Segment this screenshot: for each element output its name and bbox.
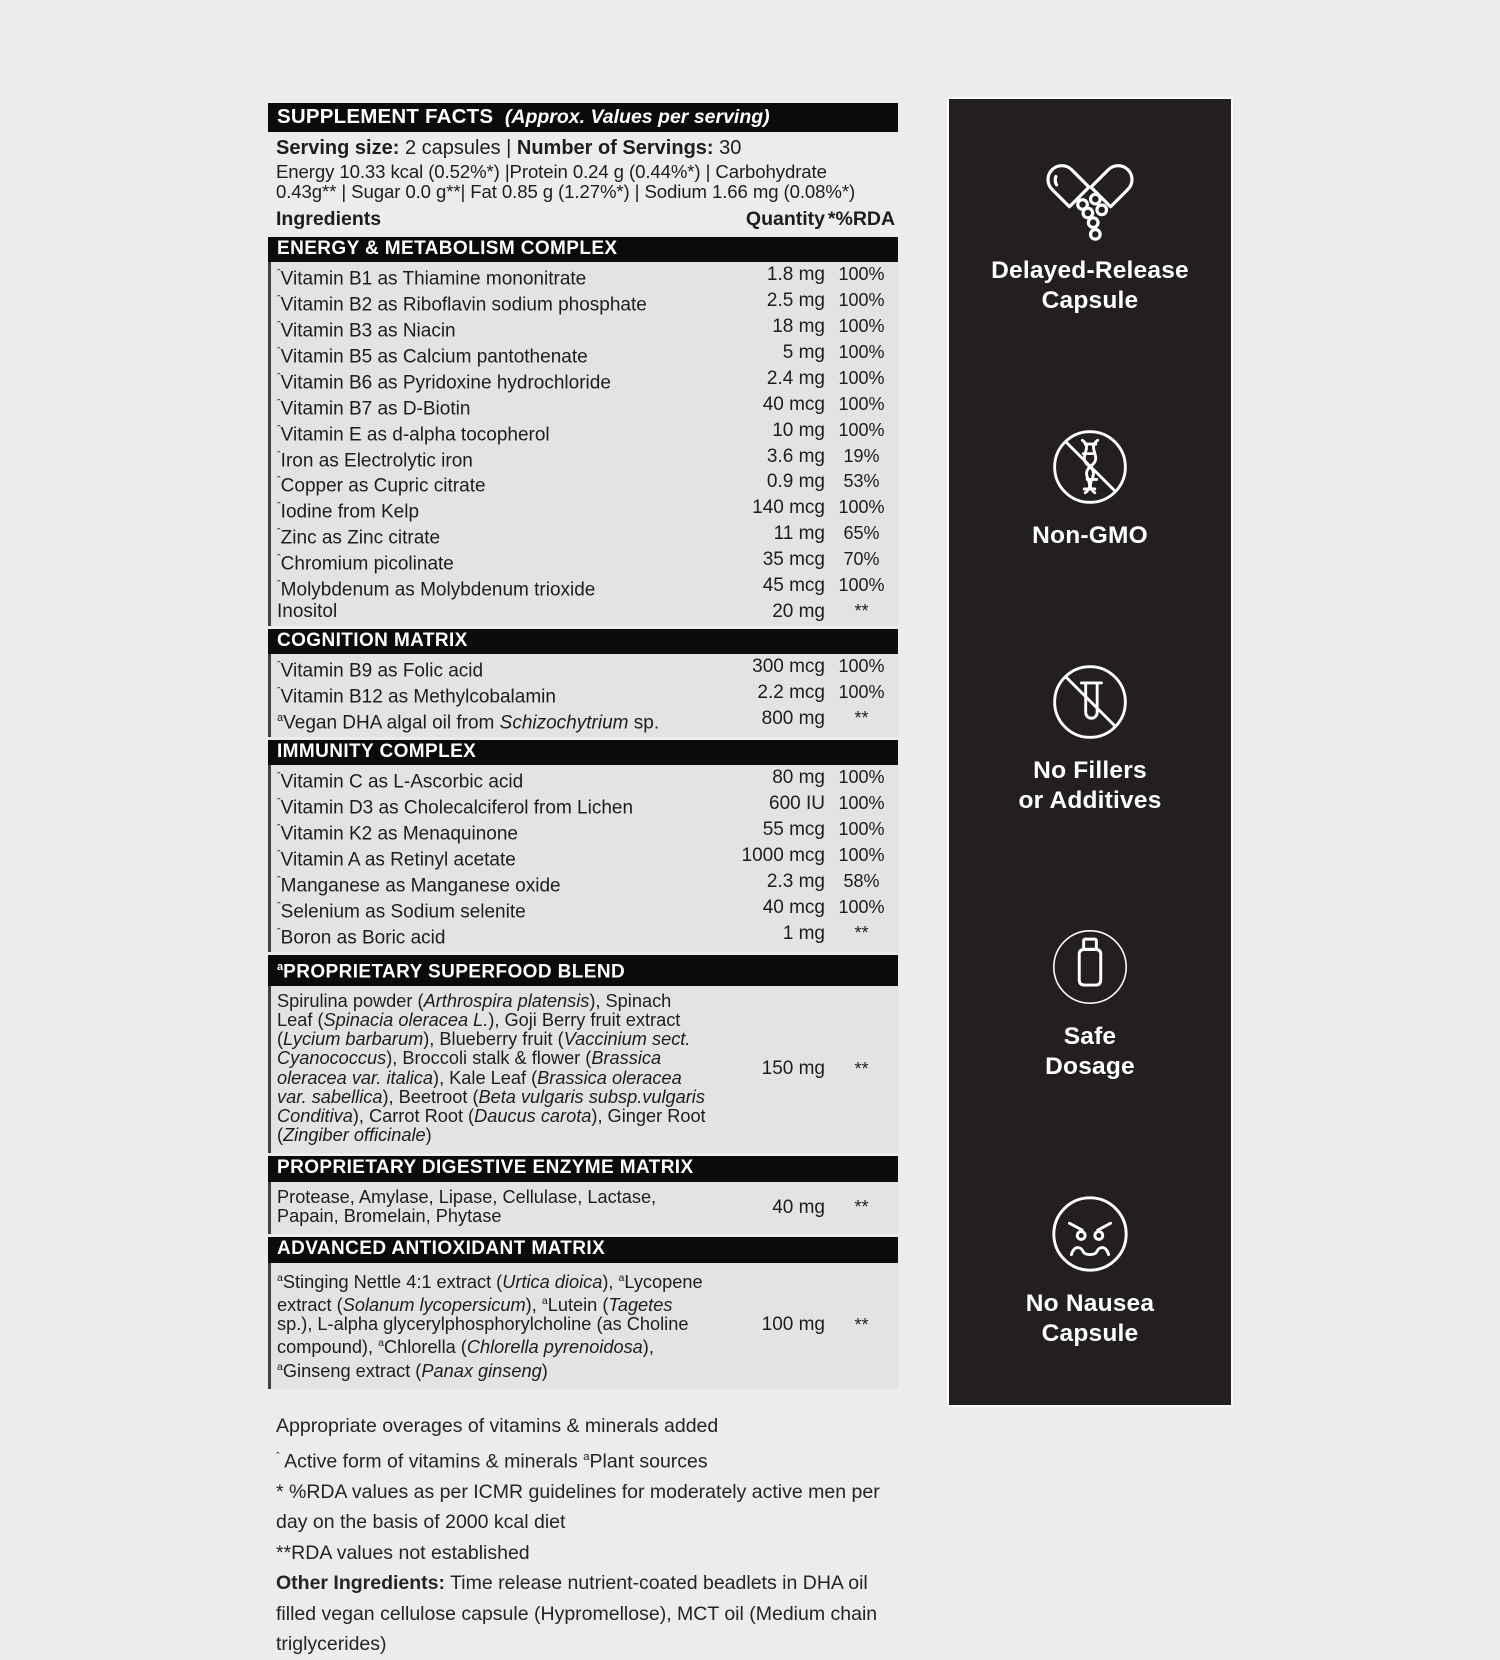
sections <box>268 237 898 1389</box>
table-row <box>271 845 898 871</box>
blend-quantity: 150 mg <box>761 1058 825 1080</box>
ingredient-quantity: 1.8 mg <box>766 264 825 286</box>
column-header-ingredients: Ingredients <box>276 207 382 230</box>
serving-size-value: 2 capsules | <box>399 137 517 159</box>
footnote-line <box>276 1568 898 1660</box>
text-segment: a <box>277 712 284 725</box>
text-segment: **RDA values not established <box>276 1541 530 1564</box>
table-row <box>271 368 898 394</box>
ingredient-name: $^ˆ$Vitamin C as L-Ascorbic acid <box>277 771 524 793</box>
badge-label <box>991 256 1189 316</box>
table-row <box>271 394 898 420</box>
ingredient-name: $^ˆ$Vitamin E as d-alpha tocopherol <box>277 423 550 445</box>
text-segment: Chlorella ( <box>383 1337 467 1358</box>
table-row <box>271 897 898 923</box>
text-segment: ), Spinach Leaf ( <box>277 990 672 1030</box>
text-segment: ), <box>525 1295 542 1316</box>
text-segment: ˆ <box>276 1450 280 1463</box>
ingredient-rda: 100% <box>838 264 885 285</box>
ingredient-quantity: 300 mcg <box>752 656 825 678</box>
table-row <box>271 708 898 734</box>
text-segment: Tagetes <box>608 1295 673 1316</box>
benefit-badge <box>1032 424 1148 551</box>
text-segment: a <box>277 960 284 973</box>
blend-quantity: 100 mg <box>761 1314 825 1336</box>
ingredient-rda: 58% <box>843 871 880 892</box>
ingredient-rda: 100% <box>838 393 885 414</box>
ingredient-name: $^ˆ$Iodine from Kelp <box>277 501 420 523</box>
table-row <box>271 682 898 708</box>
text-segment: Arthrospira platensis <box>423 990 590 1011</box>
badge-label <box>1045 1022 1135 1082</box>
text-segment: Chlorella pyrenoidosa <box>466 1337 643 1358</box>
table-row <box>271 290 898 316</box>
blend-ingredients <box>271 988 713 1151</box>
table-row <box>271 420 898 446</box>
no-nausea-icon <box>1046 1190 1134 1278</box>
text-segment: ˆ <box>277 527 281 540</box>
table-row <box>271 316 898 342</box>
table-row <box>271 656 898 682</box>
ingredient-name: $^ˆ$Vitamin B6 as Pyridoxine hydrochloride <box>277 371 611 394</box>
table-section <box>268 1237 898 1389</box>
page-title: SUPPLEMENT FACTS <box>277 105 494 128</box>
ingredient-quantity: 3.6 mg <box>766 445 825 467</box>
text-segment: ), Broccoli stalk & flower ( <box>386 1048 592 1069</box>
ingredient-name: $^ˆ$Vitamin B12 as Methylcobalamin <box>277 686 556 708</box>
text-segment: Other Ingredients: <box>276 1572 446 1595</box>
delayed-release-capsule-icon <box>1042 149 1138 245</box>
ingredient-name: $^ˆ$Vitamin B9 as Folic acid <box>277 660 484 682</box>
text-segment: Spirulina powder ( <box>277 990 424 1011</box>
text-segment: Spinacia oleracea L. <box>323 1009 489 1030</box>
benefit-badge <box>1018 659 1161 816</box>
blend-rda: ** <box>854 1058 869 1079</box>
section-header-bar: $^a$PROPRIETARY SUPERFOOD BLEND <box>268 955 898 986</box>
badge-label-line: Safe <box>1063 1023 1117 1051</box>
text-segment: ), Carrot Root ( <box>352 1105 475 1126</box>
text-segment: sp. <box>628 712 660 734</box>
ingredient-rda: 100% <box>838 767 885 788</box>
text-segment: Beta vulgaris subsp.vulgaris Conditiva <box>277 1086 705 1126</box>
ingredient-name: Inositol <box>277 601 338 623</box>
badge-label-line: No Fillers <box>1033 756 1147 784</box>
text-segment: ˆ <box>277 371 281 384</box>
section-header-bar: ADVANCED ANTIOXIDANT MATRIX <box>268 1237 898 1263</box>
ingredient-name: $^ˆ$Selenium as Sodium selenite <box>277 901 526 923</box>
table-section <box>268 740 898 952</box>
ingredient-name: $^ˆ$Zinc as Zinc citrate <box>277 527 441 549</box>
text-segment: * %RDA values as per ICMR guidelines for moderately active men per day on the basis of 2000 kcal diet <box>276 1480 880 1534</box>
text-segment: Protease, Amylase, Lipase, Cellulase, Lactase, Papain, Bromelain, Phytase <box>277 1186 657 1227</box>
ingredient-rda: ** <box>854 601 869 622</box>
text-segment: Lutein ( <box>547 1295 609 1316</box>
text-segment: Vaccinium sect. Cyanococcus <box>277 1029 691 1069</box>
blend-row <box>268 1263 898 1389</box>
blend-row <box>268 1182 898 1234</box>
table-column-headers <box>268 202 898 234</box>
text-segment: ˆ <box>277 771 281 784</box>
badge-label <box>1018 756 1161 816</box>
badge-label-line: Non-GMO <box>1032 521 1148 549</box>
section-rows <box>268 654 898 737</box>
text-segment: a <box>378 1337 384 1350</box>
text-segment: ˆ <box>277 553 281 566</box>
ingredient-quantity: 11 mg <box>773 523 825 545</box>
no-fillers-icon <box>1047 659 1133 745</box>
ingredient-rda: 53% <box>843 471 880 492</box>
text-segment: Ginseng extract ( <box>282 1360 422 1381</box>
badge-label-line: Capsule <box>1041 1320 1139 1347</box>
ingredient-quantity: 2.5 mg <box>766 290 825 312</box>
ingredient-rda: 100% <box>838 819 885 840</box>
ingredient-name: $^ˆ$Vitamin K2 as Menaquinone <box>277 823 518 845</box>
ingredient-name: $^ˆ$Chromium picolinate <box>277 553 454 575</box>
footnote-line <box>276 1442 898 1477</box>
benefit-badge <box>1026 1190 1154 1349</box>
table-row <box>271 575 898 601</box>
text-segment: ˆ <box>277 660 281 673</box>
nutrition-summary-line-2: 0.43g** | Sugar 0.0 g**| Fat 0.85 g (1.27%*) | Sodium 1.66 mg (0.08%*) <box>276 180 856 202</box>
ingredient-rda: 100% <box>838 656 885 677</box>
text-segment: Panax ginseng <box>421 1360 542 1381</box>
ingredient-quantity: 2.3 mg <box>766 871 825 893</box>
text-segment: a <box>277 1360 283 1373</box>
ingredient-quantity: 20 mg <box>772 601 825 623</box>
text-segment: ), Kale Leaf ( <box>433 1067 538 1088</box>
blend-row <box>268 986 898 1154</box>
serving-line <box>268 132 898 162</box>
table-row <box>271 871 898 897</box>
ingredient-name: $^ˆ$Copper as Cupric citrate <box>277 475 486 497</box>
text-segment: ˆ <box>277 268 281 281</box>
text-segment: ˆ <box>277 345 281 358</box>
section-header-bar: ENERGY & METABOLISM COMPLEX <box>268 237 898 263</box>
ingredient-rda: 100% <box>838 682 885 703</box>
table-row <box>271 264 898 290</box>
title-note: (Approx. Values per serving) <box>504 106 770 128</box>
footnote-line <box>276 1477 898 1538</box>
table-row <box>271 446 898 472</box>
ingredient-quantity: 0.9 mg <box>766 471 825 493</box>
text-segment: Daucus carota <box>474 1105 592 1126</box>
table-section <box>268 955 898 1153</box>
ingredient-rda: 100% <box>838 341 885 362</box>
table-row <box>271 471 898 497</box>
ingredient-quantity: 45 mcg <box>762 575 825 597</box>
ingredient-quantity: 80 mg <box>772 767 825 789</box>
ingredient-rda: ** <box>854 922 869 943</box>
blend-rda: ** <box>854 1314 869 1335</box>
section-rows <box>268 262 898 626</box>
section-header-bar: PROPRIETARY DIGESTIVE ENZYME MATRIX <box>268 1156 898 1182</box>
ingredient-quantity: 140 mcg <box>752 497 825 519</box>
ingredient-name: $^ˆ$Vitamin B7 as D-Biotin <box>277 397 471 420</box>
serving-size-label: Serving size: <box>276 137 400 159</box>
benefit-badge <box>1045 923 1135 1082</box>
text-segment: ) <box>425 1125 432 1146</box>
badge-label-line: Delayed-Release <box>991 257 1189 284</box>
ingredient-name: $^ˆ$Iron as Electrolytic iron <box>277 449 473 471</box>
ingredient-name: $^ˆ$Boron as Boric acid <box>277 926 446 949</box>
ingredient-quantity: 800 mg <box>761 708 825 730</box>
badge-label-line: No Nausea <box>1025 1290 1155 1317</box>
ingredient-rda: 100% <box>838 897 885 918</box>
section-header-bar: IMMUNITY COMPLEX <box>268 740 898 766</box>
text-segment: ˆ <box>277 475 281 488</box>
text-segment: ), Goji Berry fruit extract ( <box>277 1009 681 1050</box>
text-segment: ˆ <box>277 319 281 332</box>
text-segment: Lycopene extract ( <box>277 1271 703 1316</box>
nutrition-summary <box>268 162 898 202</box>
text-segment: ˆ <box>277 294 281 307</box>
ingredient-rda: 100% <box>838 290 885 311</box>
text-segment: sp.), L-alpha glycerylphosphorylcholine (as Choline compound), <box>277 1314 689 1358</box>
ingredient-name: $^ˆ$Vitamin B3 as Niacin <box>277 319 456 342</box>
table-section <box>268 1156 898 1234</box>
ingredient-name: $^ˆ$Vitamin B5 as Calcium pantothenate <box>277 345 588 368</box>
ingredient-name: $^ˆ$Vitamin A as Retinyl acetate <box>277 849 516 871</box>
ingredient-quantity: 10 mg <box>772 419 825 441</box>
ingredient-name: $^ˆ$Molybdenum as Molybdenum trioxide <box>277 579 596 601</box>
ingredient-name: $^ˆ$Vitamin D3 as Cholecalciferol from Lichen <box>277 797 634 819</box>
ingredient-rda: 19% <box>843 445 880 466</box>
ingredient-rda: 100% <box>838 419 885 440</box>
column-header-rda: *%RDA <box>827 207 896 230</box>
table-row <box>271 793 898 819</box>
text-segment: ) <box>541 1360 548 1381</box>
text-segment: ), Blueberry fruit ( <box>423 1029 564 1050</box>
ingredient-name <box>271 708 713 734</box>
text-segment: ), <box>642 1337 654 1358</box>
ingredient-quantity: 5 mg <box>782 341 825 363</box>
table-row <box>271 497 898 523</box>
footnote-line <box>276 1411 898 1442</box>
ingredient-name: $^ˆ$Manganese as Manganese oxide <box>277 875 561 897</box>
badge-label <box>1026 1289 1154 1349</box>
text-segment: Active form of vitamins & minerals <box>279 1450 584 1473</box>
text-segment: Brassica oleracea var. sabellica <box>277 1067 682 1107</box>
text-segment: ˆ <box>277 849 281 862</box>
text-segment: Zingiber officinale <box>283 1125 426 1146</box>
table-row <box>271 342 898 368</box>
text-segment: Lycium barbarum <box>283 1029 424 1050</box>
text-segment: Schizochytrium <box>499 712 629 734</box>
text-segment: Stinging Nettle 4:1 extract ( <box>282 1271 503 1292</box>
text-segment: ˆ <box>277 823 281 836</box>
text-segment: ), Ginger Root ( <box>277 1105 706 1146</box>
badge-label-line: Dosage <box>1045 1053 1135 1081</box>
text-segment: ˆ <box>277 901 281 914</box>
footnote-line <box>276 1538 898 1569</box>
ingredient-name: $^ˆ$Vitamin B1 as Thiamine mononitrate <box>277 268 587 290</box>
ingredient-rda: 100% <box>838 575 885 596</box>
text-segment: a <box>618 1271 625 1284</box>
text-segment: Brassica oleracea var. italica <box>277 1048 662 1088</box>
text-segment: Solanum lycopersicum <box>342 1295 526 1316</box>
ingredient-rda: 100% <box>838 497 885 518</box>
text-segment: ˆ <box>277 875 281 888</box>
footnotes <box>268 1411 898 1660</box>
ingredient-quantity: 1000 mcg <box>741 845 825 867</box>
table-section <box>268 237 898 626</box>
table-section <box>268 629 898 737</box>
text-segment: ˆ <box>277 926 281 939</box>
text-segment: Time release nutrient-coated beadlets in DHA oil filled vegan cellulose capsule (Hypromellose), MCT oil (Medium chain triglycerides) <box>276 1572 878 1656</box>
text-segment: ˆ <box>277 423 281 436</box>
text-segment: ˆ <box>277 397 281 410</box>
ingredient-rda: 65% <box>843 523 880 544</box>
benefit-badge <box>991 149 1189 316</box>
nutrition-summary-line-1: Energy 10.33 kcal (0.52%*) |Protein 0.24 g (0.44%*) | Carbohydrate <box>276 161 827 182</box>
text-segment: Urtica dioica <box>502 1271 603 1292</box>
table-row <box>271 523 898 549</box>
text-segment: a <box>277 1271 283 1284</box>
section-rows <box>268 765 898 951</box>
supplement-facts-label <box>268 103 898 1660</box>
non-gmo-icon <box>1047 424 1133 510</box>
ingredient-name: $^ˆ$Vitamin B2 as Riboflavin sodium phosphate <box>277 294 647 316</box>
text-segment: ˆ <box>277 579 281 592</box>
ingredient-quantity: 40 mcg <box>762 393 825 415</box>
ingredient-rda: 100% <box>838 367 885 388</box>
text-segment: ), Beetroot ( <box>382 1086 479 1107</box>
ingredient-rda: 70% <box>843 549 880 570</box>
servings-count-value: 30 <box>713 137 742 159</box>
ingredient-quantity: 35 mcg <box>762 549 825 571</box>
ingredient-rda: 100% <box>838 315 885 336</box>
ingredient-rda: ** <box>854 708 869 729</box>
ingredient-quantity: 2.4 mg <box>766 367 825 389</box>
table-row <box>271 819 898 845</box>
text-segment: Vegan DHA algal oil from <box>283 712 500 734</box>
badge-label-line: Capsule <box>1041 287 1139 314</box>
blend-rda: ** <box>854 1197 869 1218</box>
benefits-panel <box>947 97 1233 1407</box>
text-segment: a <box>583 1450 590 1463</box>
text-segment: ), <box>602 1271 619 1292</box>
blend-ingredients <box>271 1184 713 1231</box>
table-row <box>271 549 898 575</box>
section-header-bar: COGNITION MATRIX <box>268 629 898 655</box>
ingredient-quantity: 2.2 mcg <box>757 682 825 704</box>
badge-label-line: or Additives <box>1018 786 1162 814</box>
ingredient-quantity: 18 mg <box>772 315 825 337</box>
table-row <box>271 601 898 623</box>
text-segment: ˆ <box>277 501 281 514</box>
text-segment: ˆ <box>277 686 281 699</box>
blend-quantity: 40 mg <box>772 1196 825 1218</box>
supplement-facts-title-bar <box>268 103 898 132</box>
badge-label <box>1032 521 1148 551</box>
servings-count-label: Number of Servings: <box>516 137 714 159</box>
blend-ingredients <box>271 1265 713 1386</box>
table-row <box>271 923 898 949</box>
text-segment: ˆ <box>277 797 281 810</box>
ingredient-quantity: 600 IU <box>769 793 825 815</box>
column-header-quantity: Quantity <box>745 207 825 230</box>
text-segment: Appropriate overages of vitamins & minerals added <box>276 1415 719 1438</box>
text-segment: ˆ <box>277 449 281 462</box>
ingredient-rda: 100% <box>838 793 885 814</box>
text-segment: Plant sources <box>589 1450 708 1473</box>
ingredient-quantity: 40 mcg <box>762 897 825 919</box>
table-row <box>271 767 898 793</box>
safe-dosage-icon <box>1046 923 1134 1011</box>
text-segment: a <box>541 1295 548 1308</box>
ingredient-rda: 100% <box>838 845 885 866</box>
ingredient-quantity: 55 mcg <box>762 819 825 841</box>
ingredient-quantity: 1 mg <box>782 922 825 944</box>
